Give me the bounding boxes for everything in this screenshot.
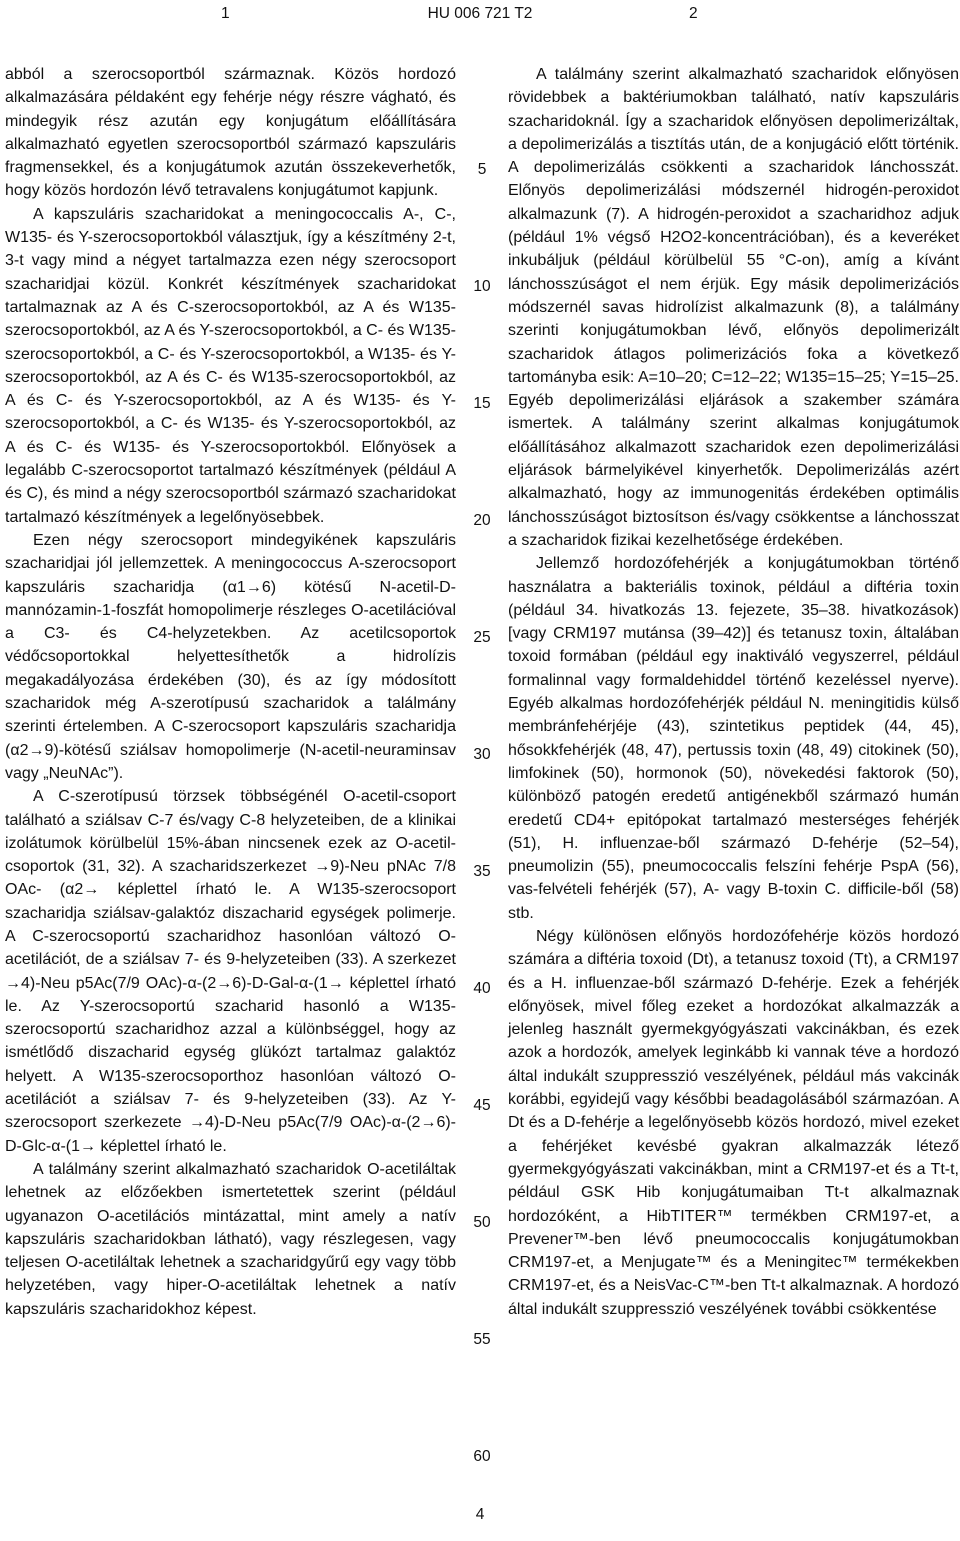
patent-number-title: HU 006 721 T2 bbox=[427, 5, 533, 22]
paragraph: A C-szerotípusú törzsek többségénél O-acetil-csoport található a sziálsav C-7 és/vagy C-8 helyzeteiben, de a klinikai izolátumok körülbelül 15%-ában nincsenek ezek az O-acetil-csoportok (31, 32). A szacharidszerkezet →9)-Neu pNAc 7/8 OAc- (α2→ képlettel írható le. A W135-szerocsoport szacharidja sziálsav-galaktóz diszacharid egységek polimerje. A C-szerocsoportú szacharidhoz hasonlóan változó O-acetilációt, de a sziálsav 7- és 9-helyzeteiben (33). A szerkezet →4)-Neu p5Ac(7/9 OAc)-α-(2→6)-D-Gal-α-(1→ képlettel írható le. Az Y-szerocsoportú szacharid hasonló a W135-szerocsoportú szacharidhoz azzal a különbséggel, hogy az ismétlődő diszacharid egység glükózt tartalmaz galaktóz helyett. A W135-szerocsoporthoz hasonlóan változó O-acetilációt a sziálsav 7- és 9-helyzeteiben (33). Az Y-szerocsoport szerkezete →4)-D-Neu p5Ac(7/9 OAc)-α-(2→6)-D-Glc-α-(1→ képlettel írható le. bbox=[5, 788, 456, 1155]
line-number: 50 bbox=[473, 1214, 491, 1231]
line-number: 30 bbox=[473, 746, 491, 763]
header-left-page-number: 1 bbox=[221, 5, 230, 22]
line-number: 25 bbox=[473, 629, 491, 646]
line-number: 40 bbox=[473, 980, 491, 997]
paragraph: Jellemző hordozófehérjék a konjugátumokban történő használatra a bakteriális toxinok, például a diftéria toxin (például 34. hivatkozás 13. fejezete, 35–38. hivatkozások) [vagy CRM197 mutánsa (39–42)] és tetanusz toxin, általában toxoid formában (például egy inaktiváló vegyszerrel, például formalinnal vagy formaldehiddel történő kezeléssel nyerve). Egyéb alkalmas hordozófehérjék például N. meningitidis külső membránfehérjéje (43), szintetikus peptidek (44, 45), hősokkfehérjék (48, 47), pertussis toxin (48, 49) citokinek (50), limfokinek (50), hormonok (50), növekedési faktorok (50), különböző patogén eredetű antigénekből származó humán eredetű CD4+ epitópokat tartalmazó mesterséges fehérjék (51), H. influenzae-ből származó D-fehérje (52–54), pneumolizin (55), pneumococcalis felszíni fehérje PspA (56), vas-felvételi fehérjék (57), A- vagy B-toxin C. difficile-ből (58) stb. bbox=[508, 555, 959, 922]
line-number: 20 bbox=[473, 512, 491, 529]
right-text-column bbox=[508, 63, 959, 1321]
line-number: 15 bbox=[473, 395, 491, 412]
paragraph: A találmány szerint alkalmazható szacharidok előnyösen rövidebbek a baktériumokban található, natív kapszuláris szacharidoknál. Így a szacharidok előnyösen depolimerizáltak, a depolimerizálás a tisztítás után, de a konjugáció előtt történik. A depolimerizálás csökkenti a szacharidok lánchosszát. Előnyös depolimerizálási módszernél hidrogén-peroxidot alkalmazunk (7). A hidrogén-peroxidot a szacharidhoz adjuk (például 1% végső H2O2-koncentrációban), és a keveréket inkubáljuk (például körülbelül 55 °C-on), amíg a kívánt lánchosszúságot el nem érjük. Egy másik depolimerizációs módszernél savas hidrolízist alkalmazunk (8), a találmány szerinti konjugátumokban lévő, előnyös depolimerizált szacharidok átlagos polimerizációs foka a következő tartományba esik: A=10–20; C=12–22; W135=15–25; Y=15–25. Egyéb depolimerizálási eljárások a szakember számára ismertek. A találmány szerint alkalmas konjugátumok előállításához alkalmazott szacharidok ezen depolimerizálási eljárások bármelyikével kinyerhetők. Depolimerizálás azért alkalmazható, hogy az immunogenitás érdekében optimális lánchosszúságot biztosítson és/vagy csökkentse a lánchosszat a szacharidok fizikai kezelhetősége érdekében. bbox=[508, 66, 959, 549]
line-number: 10 bbox=[473, 278, 491, 295]
line-number: 45 bbox=[473, 1097, 491, 1114]
line-number: 60 bbox=[473, 1448, 491, 1465]
left-text-column bbox=[5, 63, 456, 1321]
paragraph: A találmány szerint alkalmazható szacharidok O-acetiláltak lehetnek az előzőekben ismertetettek szerint (például ugyanazon O-acetilációs mintázattal, mint amely a natív kapszuláris szacharidokban látható), vagy részlegesen, vagy teljesen O-acetiláltak lehetnek a szacharidgyűrű egy vagy több helyzetében, vagy hiper-O-acetiláltak lehetnek a natív kapszuláris szacharidokhoz képest. bbox=[5, 1160, 456, 1318]
line-number: 35 bbox=[473, 863, 491, 880]
line-number: 55 bbox=[473, 1331, 491, 1348]
footer-page-number: 4 bbox=[475, 1506, 485, 1523]
paragraph: Négy különösen előnyös hordozófehérje közös hordozó számára a diftéria toxoid (Dt), a tetanusz toxoid (Tt), a CRM197 és a H. influenzae-ből származó D-fehérje. Ezek a fehérjék előnyösek, mivel főleg ezeket a hordozókat alkalmazzák a jelenleg használt gyermekgyógyászati vakcinákban, és ezek azok a hordozók, amelyek leginkább ki vannak téve a hordozó által indukált szuppresszió veszélyének, például más vakcinák korábbi, egyidejű vagy későbbi beadagolásából származóan. A Dt és a D-fehérje a legelőnyösebb közös hordozó, mivel ezeket a fehérjéket kevésbé gyakran alkalmazzák létező gyermekgyógyászati vakcinákban, mint a CRM197-et és a Tt-t, például GSK Hib konjugátumaiban Tt-t alkalmaznak hordozóként, a HibTITER™ termékben CRM197-et, a Prevener™-ben lévő pneumococcalis konjugátumokban CRM197-et, a Menjugate™ és a Meningitec™ termékekben CRM197-et, és a NeisVac-C™-ben Tt-t alkalmaznak. A hordozó által indukált szuppresszió veszélyének további csökkentése bbox=[508, 927, 959, 1318]
paragraph: A kapszuláris szacharidokat a meningococcalis A-, C-, W135- és Y-szerocsoportokból választjuk, így a készítmény 2-t, 3-t vagy mind a négyet tartalmazza ezen négy szerocsoport szacharidjai közül. Konkrét készítmények szacharidokat tartalmaznak az A és C-szerocsoportokból, az A és W135-szerocsoportokból, az A és Y-szerocsoportokból, a C- és W135-szerocsoportokból, a C- és Y-szerocsoportokból, a W135- és Y-szerocsoportokból, az A és C- és W135-szerocsoportokból, az A és C- és Y-szerocsoportokból, az A és W135- és Y-szerocsoportokból, a C- és W135- és Y-szerocsoportokból, az A és C- és W135- és Y-szerocsoportokból. Előnyösek a legalább C-szerocsoportot tartalmazó készítmények (például A és C), és mind a négy szerocsoportból származó szacharidokat tartalmazó készítmények a legelőnyösebbek. bbox=[5, 205, 456, 526]
line-number: 5 bbox=[477, 161, 487, 178]
paragraph: Ezen négy szerocsoport mindegyikének kapszuláris szacharidjai jól jellemzettek. A meningococcus A-szerocsoport kapszuláris szacharidja (α1→6) kötésű N-acetil-D-mannózamin-1-foszfát homopolimerje részleges O-acetilációval a C3- és C4-helyzetekben. Az acetilcsoportok védőcsoportokkal helyettesíthetők a hidrolízis megakadályozása érdekében (30), és az így módosított szacharidok még A-szerotípusú szacharidok a találmány szerinti értelemben. A C-szerocsoport kapszuláris szacharidja (α2→9)-kötésű sziálsav homopolimerje (N-acetil-neuraminsav vagy „NeuNAc”). bbox=[5, 531, 456, 782]
header-right-page-number: 2 bbox=[689, 5, 698, 22]
paragraph: abból a szerocsoportból származnak. Közös hordozó alkalmazására példaként egy fehérje négy részre vágható, és mindegyik rész azután egy konjugátum előállítására alkalmazható egyetlen szerocsoportból származó kapszuláris fragmensekkel, és a konjugátumok azután összekeverhetők, hogy közös hordozón lévő tetravalens konjugátumot kapjunk. bbox=[5, 66, 456, 200]
